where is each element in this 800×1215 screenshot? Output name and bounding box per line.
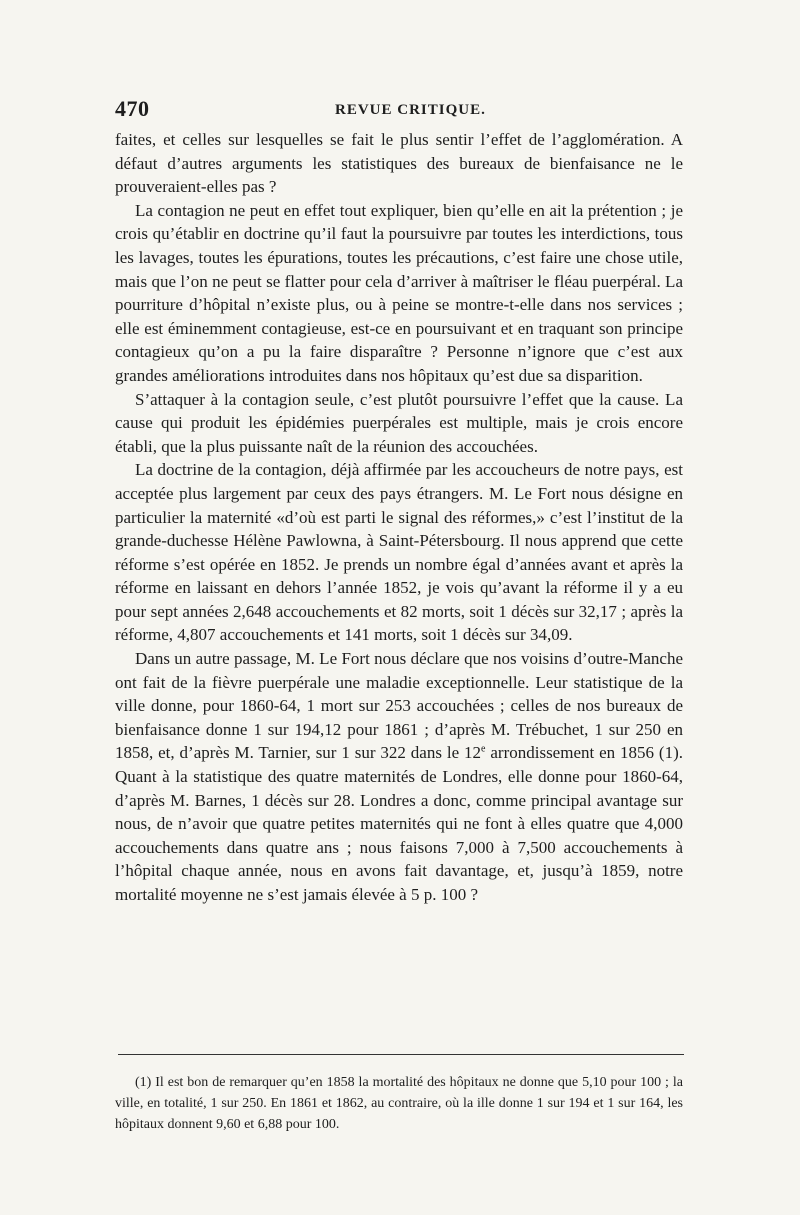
paragraph-5 (115, 647, 683, 907)
paragraph-2: La contagion ne peut en effet tout expliquer, bien qu’elle en ait la prétention ; je crois qu’établir en doctrine qu’il faut la poursuivre par toutes les interdictions, tous les lavages, toutes les épurations, toutes les précautions, c’est faire une chose utile, mais que l’on ne peut se flatter pour cela d’arriver à maîtriser le fléau puerpéral. La pourriture d’hôpital n’existe plus, ou à peine se montre-t-elle dans nos services ; elle est éminemment contagieuse, est-ce en poursuivant et en traquant son principe contagieux qu’on a pu la faire disparaître ? Personne n’ignore que c’est aux grandes améliorations introduites dans nos hôpitaux qu’est due sa disparition. (115, 200, 683, 385)
footnote-text: (1) Il est bon de remarquer qu’en 1858 la mortalité des hôpitaux ne donne que 5,10 pour 100 ; la ville, en totalité, 1 sur 250. En 1861 et 1862, au contraire, où la ille donne 1 sur 194 et 1 sur 164, les hôpitaux donnent 9,60 et 6,88 pour 100. (115, 1075, 683, 1132)
footnote (115, 1072, 683, 1135)
paragraph-3: S’attaquer à la contagion seule, c’est plutôt poursuivre l’effet que la cause. La cause qui produit les épidémies puerpérales est multiple, mais je crois encore établi, que la plus puissante naît de la réunion des accouchées. (115, 389, 683, 456)
paragraph-5-text: Dans un autre passage, M. Le Fort nous déclare que nos voisins d’outre-Manche ont fait de la fièvre puerpérale une maladie exceptionnelle. Leur statistique de la ville donne, pour 1860-64, 1 mort sur 253 accouchées ; celles de nos bureaux de bienfaisance donne 1 sur 194,12 pour 1861 ; d’après M. Trébuchet, 1 sur 250 en 1858, et, d’après M. Tarnier, sur 1 sur 322 dans le 12 (115, 649, 683, 763)
paragraph-5-continued: 1856 (1). Quant à la statistique des quatre maternités de Londres, elle donne pour 1860-64, d’après M. Barnes, 1 décès sur 28. Londres a donc, comme principal avantage sur nous, de n’avoir que quatre petites maternités qui ne font à elles quatre que 4,000 accouchements dans quatre ans ; nous faisons 7,000 à 7,500 accouchements à l’hôpital chaque année, nous en avons fait davantage, et, jusqu’à 1859, notre mortalité moyenne ne s’est jamais élevée à 5 p. 100 ? (115, 743, 684, 904)
page-header (115, 96, 680, 126)
paragraph-4: La doctrine de la contagion, déjà affirmée par les accoucheurs de notre pays, est acceptée plus largement par ceux des pays étrangers. M. Le Fort nous désigne en particulier la maternité «d’où est parti le signal des réformes,» c’est l’institut de la grande-duchesse Hélène Pawlowna, à Saint-Pétersbourg. Il nous apprend que cette réforme s’est opérée en 1852. Je prends un nombre égal d’années avant et après la réforme en laissant en dehors l’année 1852, je vois qu’avant la réforme il y a eu pour sept années 2,648 accouchements et 82 morts, soit 1 décès sur 32,17 ; après la réforme, 4,807 accouchements et 141 morts, soit 1 décès sur 34,09. (115, 460, 683, 645)
page-number: 470 (115, 96, 150, 121)
footnote-divider (118, 1054, 684, 1055)
paragraph-1: faites, et celles sur lesquelles se fait le plus sentir l’effet de l’agglomération. A défaut d’autres arguments les statistiques des bureaux de bienfaisance ne le prouveraient-elles pas ? (115, 130, 683, 197)
ordinal-superscript: e (481, 743, 486, 755)
body-text (115, 128, 683, 907)
running-title: REVUE CRITIQUE. (335, 102, 486, 118)
paragraph-5-tail: arrondissement en (485, 743, 616, 763)
